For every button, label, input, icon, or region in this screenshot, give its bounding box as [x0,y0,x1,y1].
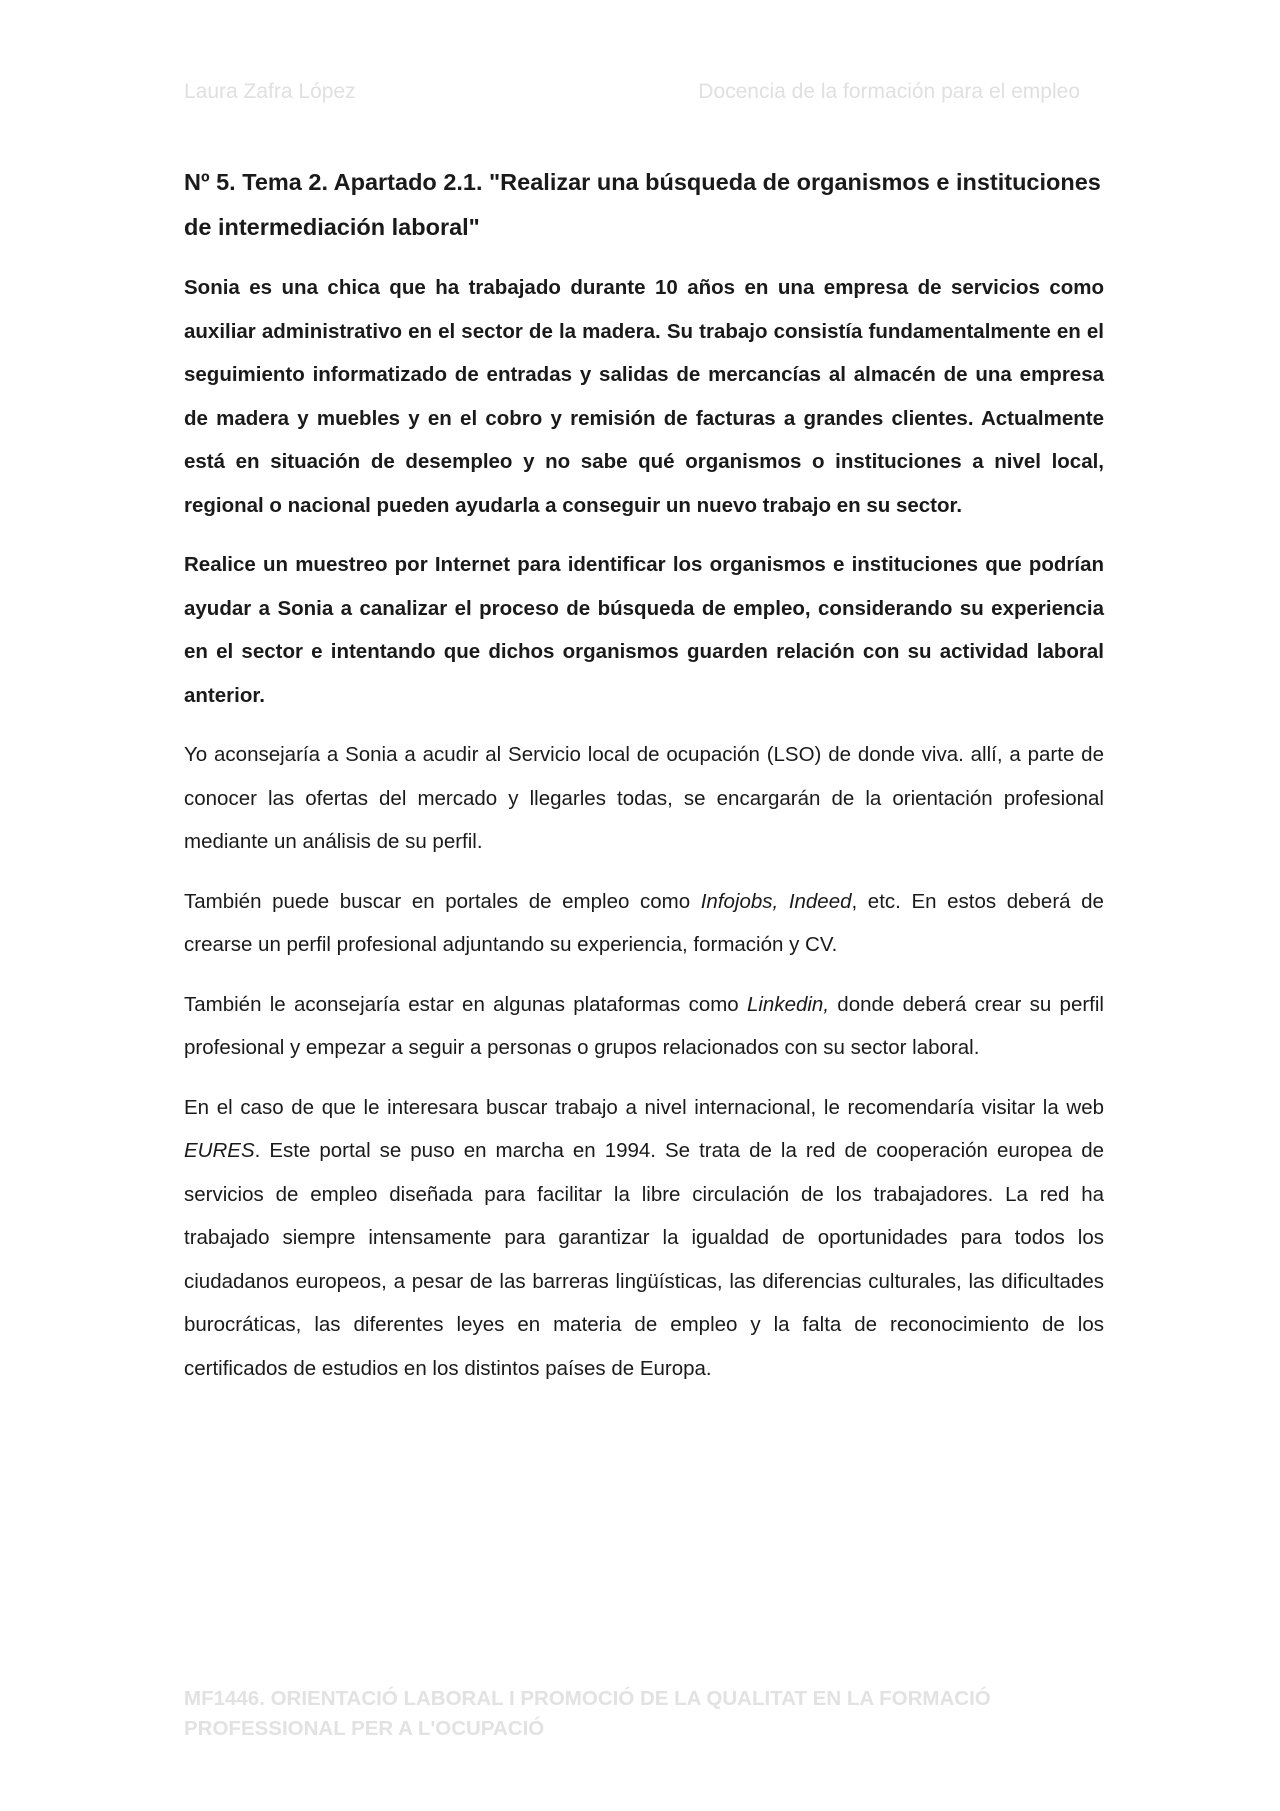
answer-paragraph-3-text-b: donde deberá crear su perfil profesional y empezar a seguir a personas o grupos relacionados con su sector laboral. [184,992,1104,1059]
answer-paragraph-4-text-b: . Este portal se puso en marcha en 1994. Se trata de la red de cooperación europea de servicios de empleo diseñada para facilitar la libre circulación de los trabajadores. La red ha trabajado siempre intensamente para garantizar la igualdad de oportunidades para todos los ciudadanos europeos, a pesar de las barreras lingüísticas, las diferencias culturales, las dificultades burocráticas, las diferentes leyes en materia de empleo y la falta de reconocimiento de los certificados de estudios en los distintos países de Europa. [184,1139,1104,1380]
answer-paragraph-2-text-b: , etc. En estos deberá de crearse un perfil profesional adjuntando su experiencia, formación y CV. [184,889,1104,956]
exercise-title: Nº 5. Tema 2. Apartado 2.1. "Realizar una búsqueda de organismos e instituciones de intermediación laboral" [184,169,1101,240]
answer-paragraph-2 [184,880,1104,967]
answer-paragraph-4 [184,1086,1104,1391]
document-body [184,160,1104,1406]
case-statement: Sonia es una chica que ha trabajado durante 10 años en una empresa de servicios como auxiliar administrativo en el sector de la madera. Su trabajo consistía fundamentalmente en el seguimiento informatizado de entradas y salidas de mercancías al almacén de una empresa de madera y muebles y en el cobro y remisión de facturas a grandes clientes. Actualmente está en situación de desempleo y no sabe qué organismos o instituciones a nivel local, regional o nacional pueden ayudarla a conseguir un nuevo trabajo en su sector. [184,276,1104,517]
page-header [184,80,1080,108]
page-footer [184,1684,1080,1744]
answer-paragraph-3-text-a: También le aconsejaría estar en algunas plataformas como [184,992,747,1016]
answer-paragraph-1: Yo aconsejaría a Sonia a acudir al Servicio local de ocupación (LSO) de donde viva. allí, a parte de conocer las ofertas del mercado y llegarles todas, se encargarán de la orientación profesional mediante un análisis de su perfil. [184,743,1104,853]
footer-line-1: MF1446. ORIENTACIÓ LABORAL I PROMOCIÓ DE LA QUALITAT EN LA FORMACIÓ [184,1687,991,1710]
header-author: Laura Zafra López [184,80,356,103]
footer-line-2: PROFESSIONAL PER A L'OCUPACIÓ [184,1717,545,1740]
answer-paragraph-2-text-a: También puede buscar en portales de empleo como [184,889,701,913]
header-course: Docencia de la formación para el empleo [698,80,1080,103]
job-portals-names: Infojobs, Indeed [700,889,852,913]
eures-name: EURES [184,1139,255,1162]
answer-paragraph-4-text-a: En el caso de que le interesara buscar trabajo a nivel internacional, le recomendaría visitar la web [184,1095,1104,1119]
task-statement: Realice un muestreo por Internet para identificar los organismos e instituciones que podrían ayudar a Sonia a canalizar el proceso de búsqueda de empleo, considerando su experiencia en el sector e intentando que dichos organismos guarden relación con su actividad laboral anterior. [184,553,1104,707]
answer-paragraph-3 [184,983,1104,1070]
platform-name: Linkedin, [746,992,830,1016]
